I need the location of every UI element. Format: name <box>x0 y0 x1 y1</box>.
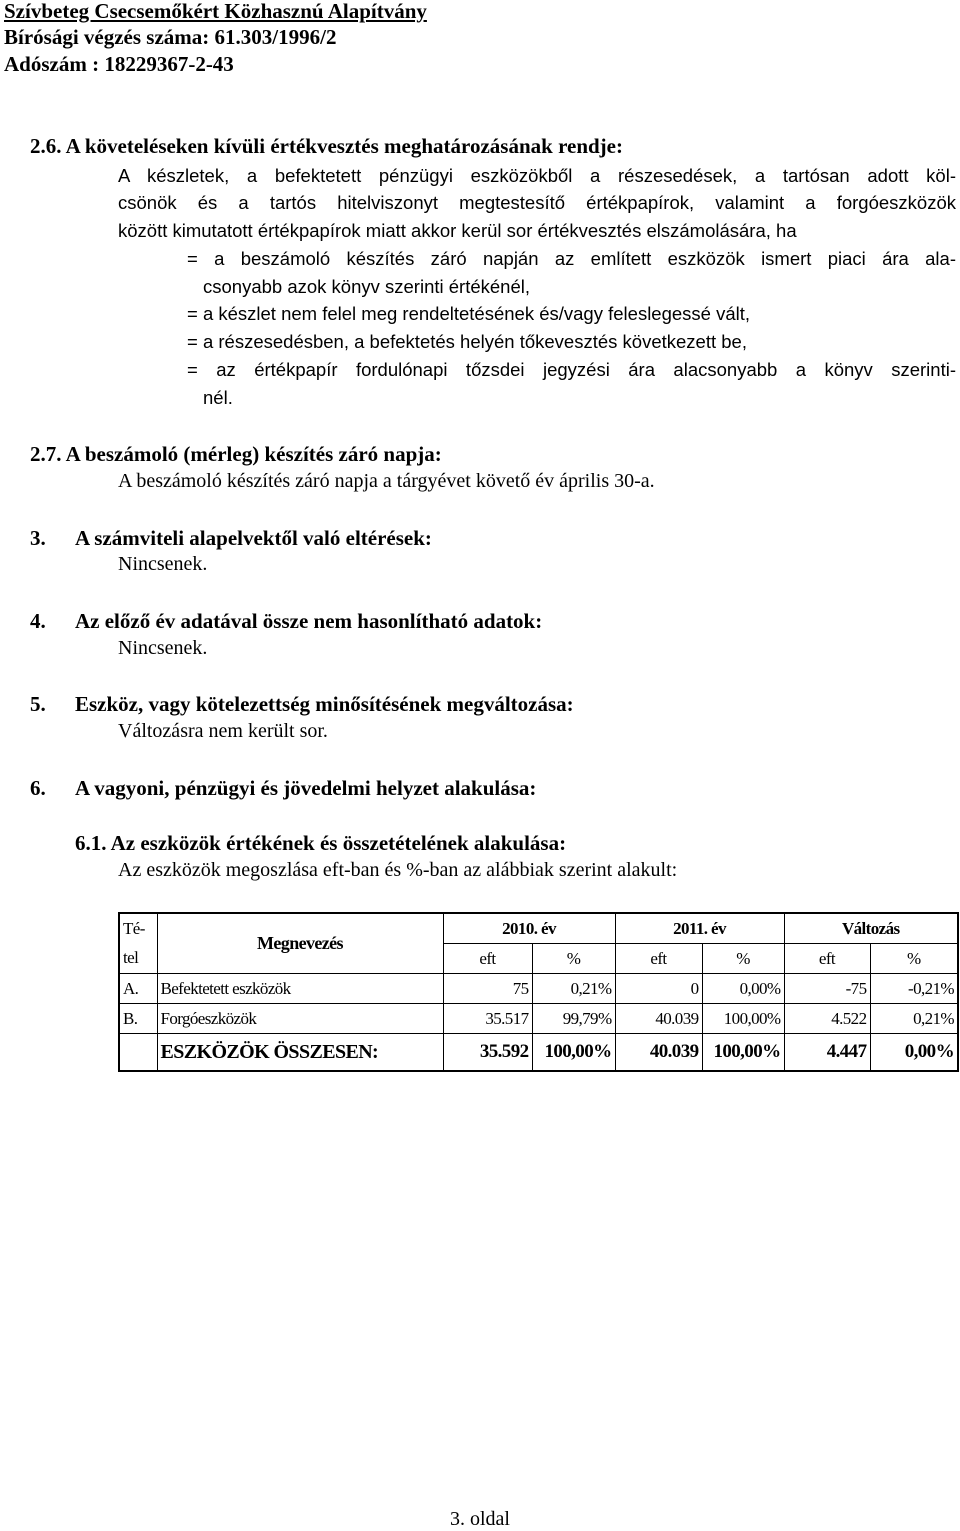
header-2011: 2011. év <box>615 913 784 944</box>
section-5-number: 5. <box>30 692 46 716</box>
row-change-eft: 4.522 <box>784 1004 870 1034</box>
total-2010-eft: 35.592 <box>443 1034 532 1072</box>
section-2-6-line-3: között kimutatott értékpapírok miatt akkor kerül sor értékvesztés elszámolására, ha <box>118 220 797 241</box>
criterion-participation: = a részesedésben, a befektetés helyén tőkevesztés következett be, <box>187 331 747 352</box>
section-6-title: A vagyoni, pénzügyi és jövedelmi helyzet alakulása: <box>75 776 537 800</box>
section-2-6-line-1: A készletek, a befektetett pénzügyi eszközökből a részesedések, a tartósan adott köl- <box>118 165 956 186</box>
total-2010-pct: 100,00% <box>532 1034 615 1072</box>
total-2011-eft: 40.039 <box>615 1034 702 1072</box>
header-2010-pct: % <box>532 944 615 974</box>
row-2010-pct: 99,79% <box>532 1004 615 1034</box>
header-name: Megnevezés <box>157 913 443 974</box>
row-2010-pct: 0,21% <box>532 974 615 1004</box>
header-2010: 2010. év <box>443 913 615 944</box>
header-change: Változás <box>784 913 958 944</box>
section-4-title: Az előző év adatával össze nem hasonlítható adatok: <box>75 609 543 633</box>
section-6-1-text: Az eszközök megoszlása eft-ban és %-ban az alábbiak szerint alakult: <box>118 859 678 881</box>
row-change-pct: -0,21% <box>870 974 958 1004</box>
header-2011-pct: % <box>702 944 784 974</box>
section-5-text: Változásra nem került sor. <box>118 720 328 742</box>
row-name: Forgóeszközök <box>157 1004 443 1034</box>
total-id <box>119 1034 157 1072</box>
section-6-number: 6. <box>30 776 46 800</box>
row-change-pct: 0,21% <box>870 1004 958 1034</box>
row-2011-pct: 0,00% <box>702 974 784 1004</box>
table-row <box>119 974 958 1004</box>
row-2011-eft: 0 <box>615 974 702 1004</box>
table-row <box>119 1004 958 1034</box>
header-tetel-top: Té- <box>119 913 157 944</box>
section-3-text: Nincsenek. <box>118 553 208 575</box>
header-change-eft: eft <box>784 944 870 974</box>
section-2-6-title: 2.6. A követeléseken kívüli értékvesztés meghatározásának rendje: <box>30 134 623 158</box>
criterion-inventory: = a készlet nem felel meg rendeltetésének és/vagy feleslegessé vált, <box>187 303 751 324</box>
total-change-pct: 0,00% <box>870 1034 958 1072</box>
table-total-row <box>119 1034 958 1072</box>
header-change-pct: % <box>870 944 958 974</box>
criterion-securities-cont: nél. <box>203 387 233 408</box>
header-2010-eft: eft <box>443 944 532 974</box>
section-4-text: Nincsenek. <box>118 637 208 659</box>
section-2-7-text: A beszámoló készítés záró napja a tárgyévet követő év április 30-a. <box>118 470 655 492</box>
total-name: ESZKÖZÖK ÖSSZESEN: <box>157 1034 443 1072</box>
organization-name: Szívbeteg Csecsemőkért Közhasznú Alapítvány <box>4 0 427 23</box>
header-tetel-bottom: tel <box>119 944 157 974</box>
row-id: B. <box>119 1004 157 1034</box>
section-2-6-line-2: csönök és a tartós hitelviszonyt megtestesítő értékpapírok, valamint a forgóeszközök <box>118 192 956 213</box>
total-change-eft: 4.447 <box>784 1034 870 1072</box>
section-4-number: 4. <box>30 609 46 633</box>
section-3-title: A számviteli alapelvektől való eltérések: <box>75 526 432 550</box>
total-2011-pct: 100,00% <box>702 1034 784 1072</box>
row-change-eft: -75 <box>784 974 870 1004</box>
criterion-market-price: = a beszámoló készítés záró napján az említett eszközök ismert piaci ára ala- <box>187 248 956 269</box>
section-3-number: 3. <box>30 526 46 550</box>
row-2011-pct: 100,00% <box>702 1004 784 1034</box>
criterion-securities: = az értékpapír fordulónapi tőzsdei jegyzési ára alacsonyabb a könyv szerinti- <box>187 359 956 380</box>
header-2011-eft: eft <box>615 944 702 974</box>
row-2010-eft: 75 <box>443 974 532 1004</box>
row-name: Befektetett eszközök <box>157 974 443 1004</box>
court-decision-number: Bírósági végzés száma: 61.303/1996/2 <box>4 25 337 49</box>
tax-number: Adószám : 18229367-2-43 <box>4 52 234 76</box>
row-id: A. <box>119 974 157 1004</box>
page-number: 3. oldal <box>450 1508 510 1530</box>
section-2-7-title: 2.7. A beszámoló (mérleg) készítés záró napja: <box>30 442 442 466</box>
assets-table <box>118 912 959 1072</box>
table-header-row-1 <box>119 913 958 944</box>
criterion-market-price-cont: csonyabb azok könyv szerinti értékénél, <box>203 276 531 297</box>
row-2010-eft: 35.517 <box>443 1004 532 1034</box>
section-5-title: Eszköz, vagy kötelezettség minősítésének megváltozása: <box>75 692 574 716</box>
section-6-1-title: 6.1. Az eszközök értékének és összetételének alakulása: <box>75 831 567 855</box>
row-2011-eft: 40.039 <box>615 1004 702 1034</box>
